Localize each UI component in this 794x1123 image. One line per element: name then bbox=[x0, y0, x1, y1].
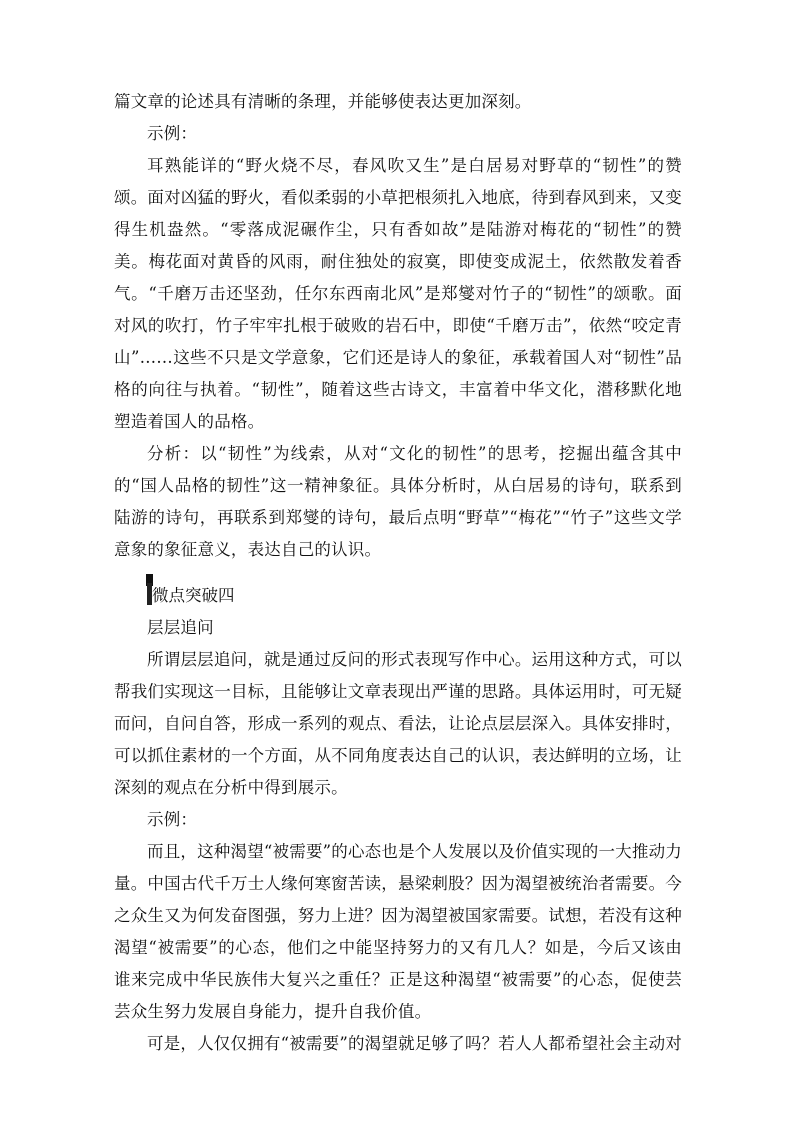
example-paragraph-resilience: 耳熟能详的“野火烧不尽，春风吹又生”是白居易对野草的“韧性”的赞颂。面对凶猛的野火，看似柔弱的小草把根须扎入地底，待到春风到来，又变得生机盎然。“零落成泥碾作尘，只有香如故”是陆游对梅花的“韧性”的赞美。梅花面对黄昏的风雨，耐住独处的寂寞，即使变成泥土，依然散发着香气。“千磨万击还坚劲，任尔东西南北风”是郑燮对竹子的“韧性”的颂歌。面对风的吹打，竹子牢牢扎根于破败的岩石中，即使“千磨万击”，依然“咬定青山”……这些不只是文学意象，它们还是诗人的象征，承载着国人对“韧性”品格的向往与执着。“韧性”，随着这些古诗文，丰富着中华文化，潜移默化地塑造着国人的品格。 bbox=[114, 156, 682, 431]
analysis-paragraph: 分析：以“韧性”为线索，从对“文化的韧性”的思考，挖掘出蕴含其中的“国人品格的韧性”这一精神象征。具体分析时，从白居易的诗句，联系到陆游的诗句，再联系到郑燮的诗句，最后点明“野草”“梅花”“竹子”这些文学意象的象征意义，表达自己的认识。 bbox=[114, 444, 682, 559]
subsection-title: 层层追问 bbox=[147, 618, 214, 637]
method-paragraph: 所谓层层追问，就是通过反问的形式表现写作中心。运用这种方式，可以帮我们实现这一目标，且能够让文章表现出严谨的思路。具体运用时，可无疑而问，自问自答，形成一系列的观点、看法，让论点层层深入。具体安排时，可以抓住素材的一个方面，从不同角度表达自己的认识，表达鲜明的立场，让深刻的观点在分析中得到展示。 bbox=[114, 650, 682, 797]
example-paragraph-needed: 而且，这种渴望“被需要”的心态也是个人发展以及价值实现的一大推动力量。中国古代千万士人缘何寒窗苦读，悬梁刺股？因为渴望被统治者需要。今之众生又为何发奋图强，努力上进？因为渴望被国家需要。试想，若没有这种渴望“被需要”的心态，他们之中能坚持努力的又有几人？如是，今后又该由谁来完成中华民族伟大复兴之重任？正是这种渴望“被需要”的心态，促使芸芸众生努力发展自身能力，提升自我价值。 bbox=[114, 842, 682, 1021]
example-label: 示例： bbox=[147, 124, 198, 143]
document-page bbox=[114, 86, 682, 1060]
section-marker-bar bbox=[147, 583, 152, 605]
section-heading bbox=[114, 580, 682, 612]
example-label-2: 示例： bbox=[147, 810, 198, 829]
paragraph-question: 可是，人仅仅拥有“被需要”的渴望就足够了吗？若人人都希望社会主动对 bbox=[147, 1034, 682, 1053]
section-title: 微点突破四 bbox=[152, 586, 235, 605]
paragraph-continued: 篇文章的论述具有清晰的条理，并能够使表达更加深刻。 bbox=[114, 92, 532, 111]
